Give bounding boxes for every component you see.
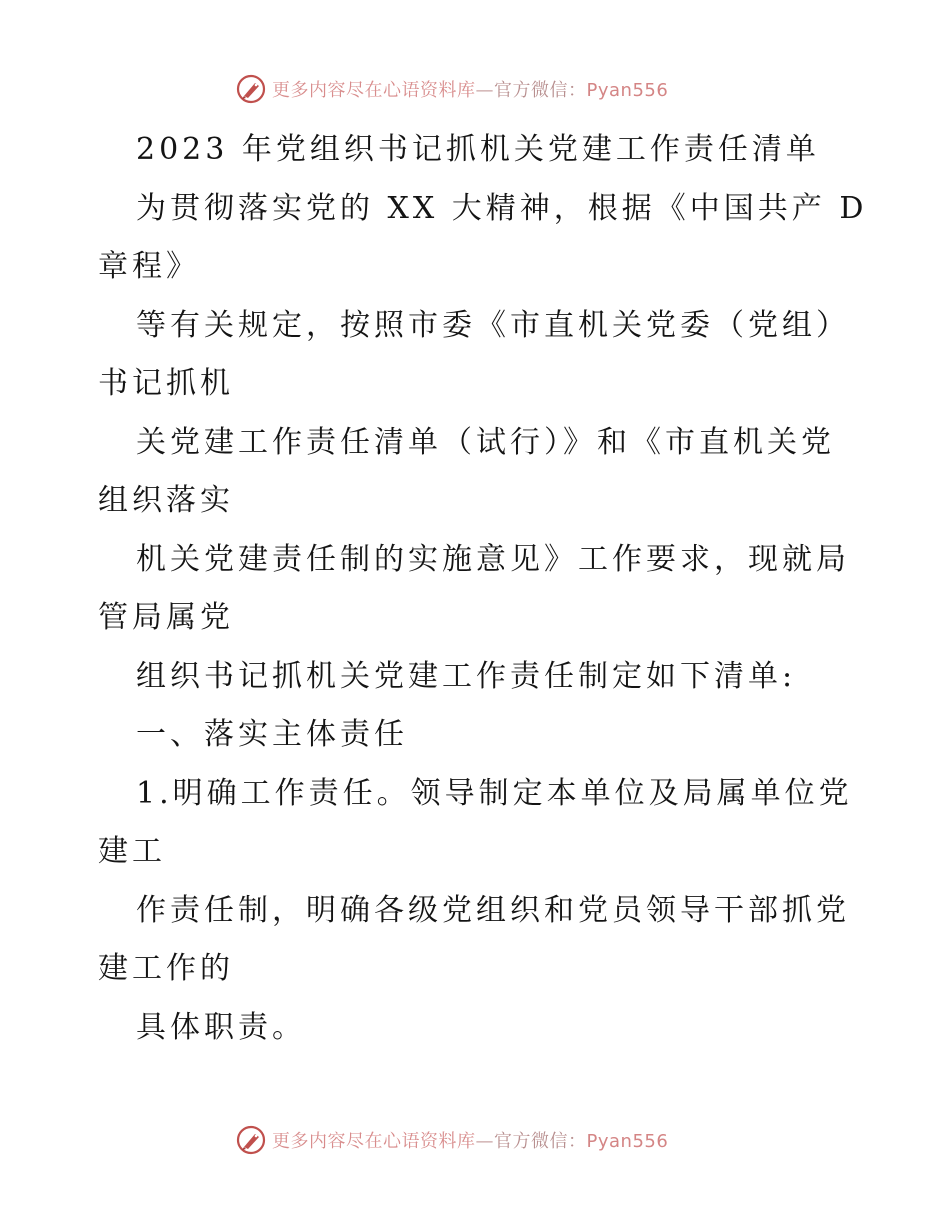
paragraph-line: 关党建工作责任清单（试行）》和《市直机关党: [136, 424, 835, 460]
banner-text: [272, 76, 668, 102]
footer-banner: [236, 1124, 756, 1156]
paragraph-line: 等有关规定，按照市委《市直机关党委（党组）: [136, 307, 850, 343]
header-banner: [236, 73, 756, 105]
pen-nib-logo-icon: [236, 74, 266, 104]
paragraph-line: 机关党建责任制的实施意见》工作要求，现就局: [136, 541, 850, 577]
pen-nib-logo-icon: [236, 1125, 266, 1155]
paragraph-line: 作责任制，明确各级党组织和党员领导干部抓党: [136, 892, 850, 928]
banner-wechat-label: 官方微信：: [494, 1131, 587, 1152]
banner-text: [272, 1127, 668, 1153]
paragraph-line: 为贯彻落实党的 XX 大精神，根据《中国共产 D: [136, 190, 868, 226]
banner-wechat-label: 官方微信：: [494, 80, 587, 101]
banner-wechat-id: Pyan556: [586, 80, 669, 101]
document-body: [98, 121, 868, 1057]
banner-dash: —: [475, 1131, 494, 1152]
paragraph-line: 建工: [98, 834, 166, 869]
banner-site-text: 更多内容尽在心语资料库: [272, 80, 476, 101]
paragraph-line: 建工作的: [98, 951, 234, 986]
section-heading: 一、落实主体责任: [136, 717, 408, 752]
paragraph-line: 书记抓机: [98, 366, 234, 401]
paragraph-line: 组织落实: [98, 483, 234, 518]
document-title: 2023 年党组织书记抓机关党建工作责任清单: [136, 132, 820, 167]
paragraph-line: 章程》: [98, 249, 200, 284]
banner-site-text: 更多内容尽在心语资料库: [272, 1131, 476, 1152]
banner-dash: —: [475, 80, 494, 101]
paragraph-line: 管局属党: [98, 600, 234, 635]
paragraph-line: 具体职责。: [136, 1009, 306, 1045]
paragraph-line: 组织书记抓机关党建工作责任制定如下清单:: [136, 658, 797, 694]
banner-wechat-id: Pyan556: [586, 1131, 669, 1152]
paragraph-line: 1.明确工作责任。领导制定本单位及局属单位党: [136, 775, 853, 811]
